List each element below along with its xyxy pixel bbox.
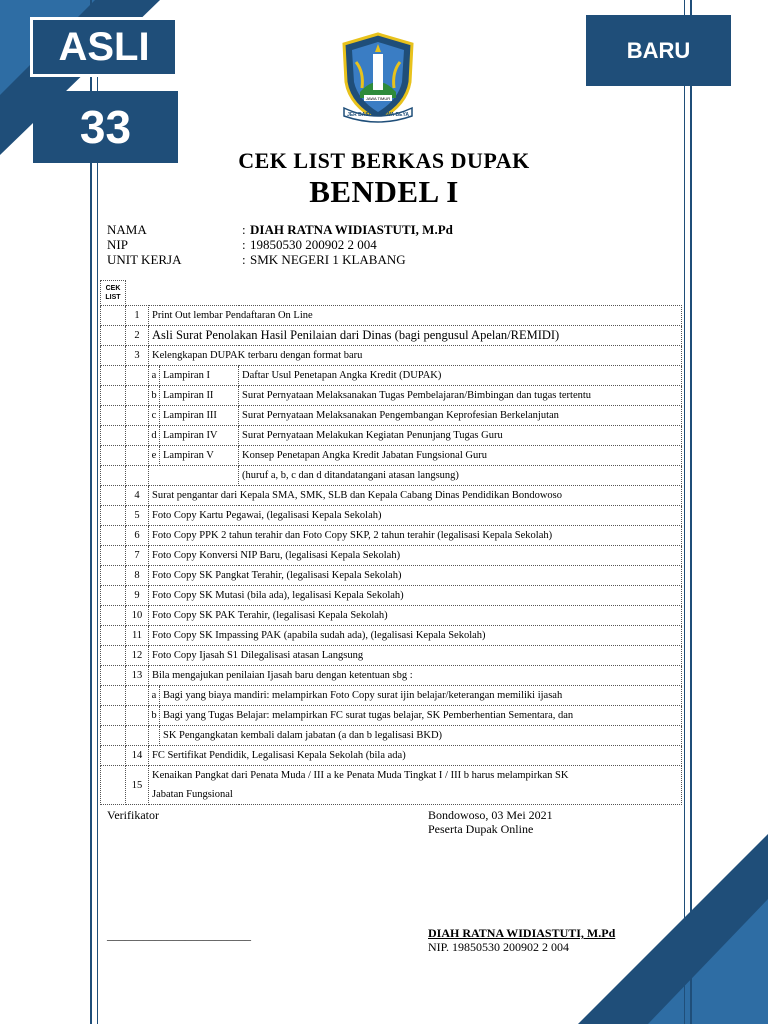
row-text: Bagi yang Tugas Belajar: melampirkan FC surat tugas belajar, SK Pemberhentian Sementara, dan bbox=[160, 706, 682, 726]
row-note: (huruf a, b, c dan d ditandatangani atasan langsung) bbox=[239, 466, 682, 486]
table-row bbox=[101, 606, 682, 626]
ceklist-header-line1: CEK bbox=[105, 285, 121, 292]
logo-ribbon-text: JER BASUKI MAWA BEYA bbox=[347, 112, 409, 118]
row-text-line2: Jabatan Fungsional bbox=[152, 789, 233, 800]
row-text: Foto Copy Ijasah S1 Dilegalisasi atasan Langsung bbox=[149, 646, 682, 666]
table-row bbox=[101, 446, 682, 466]
attachment-label: Lampiran I bbox=[160, 366, 239, 386]
row-number: 5 bbox=[126, 506, 149, 526]
row-text: Surat Pernyataan Melaksanakan Pengembangan Keprofesian Berkelanjutan bbox=[239, 406, 682, 426]
document-subtitle: BENDEL I bbox=[309, 174, 459, 209]
table-row bbox=[101, 726, 682, 746]
nama-label: NAMA bbox=[107, 222, 147, 237]
row-number: 8 bbox=[126, 566, 149, 586]
row-number: 9 bbox=[126, 586, 149, 606]
unit-separator: : bbox=[242, 252, 246, 267]
nama-value: DIAH RATNA WIDIASTUTI, M.Pd bbox=[250, 222, 453, 237]
row-number: 1 bbox=[126, 306, 149, 326]
row-text: Kelengkapan DUPAK terbaru dengan format baru bbox=[149, 346, 682, 366]
check-cell bbox=[101, 766, 126, 805]
sub-letter: a bbox=[149, 686, 160, 706]
check-cell bbox=[101, 746, 126, 766]
sub-letter: a bbox=[149, 366, 160, 386]
row-text: Foto Copy SK Pangkat Terahir, (legalisasi Kepala Sekolah) bbox=[149, 566, 682, 586]
nip-label: NIP bbox=[107, 237, 128, 252]
ceklist-header-cell bbox=[101, 281, 126, 306]
table-row bbox=[101, 526, 682, 546]
check-cell bbox=[101, 466, 126, 486]
row-number: 15 bbox=[126, 766, 149, 805]
row-text-line1: Kenaikan Pangkat dari Penata Muda / III a ke Penata Muda Tingkat I / III b harus melampirkan SK bbox=[152, 770, 569, 781]
check-cell bbox=[101, 366, 126, 386]
table-row bbox=[101, 486, 682, 506]
sub-letter: e bbox=[149, 446, 160, 466]
table-row bbox=[101, 566, 682, 586]
row-text: Surat Pernyataan Melakukan Kegiatan Penunjang Tugas Guru bbox=[239, 426, 682, 446]
table-row bbox=[101, 686, 682, 706]
row-number bbox=[126, 686, 149, 706]
row-number bbox=[126, 406, 149, 426]
row-text: Foto Copy SK PAK Terahir, (legalisasi Kepala Sekolah) bbox=[149, 606, 682, 626]
check-cell bbox=[101, 586, 126, 606]
attachment-label: Lampiran II bbox=[160, 386, 239, 406]
table-row bbox=[101, 706, 682, 726]
sub-letter: d bbox=[149, 426, 160, 446]
signer-name: DIAH RATNA WIDIASTUTI, M.Pd bbox=[428, 926, 616, 940]
table-row bbox=[101, 626, 682, 646]
table-row bbox=[101, 766, 682, 805]
check-cell bbox=[101, 486, 126, 506]
row-number bbox=[126, 706, 149, 726]
row-text: Surat pengantar dari Kepala SMA, SMK, SLB dan Kepala Cabang Dinas Pendidikan Bondowoso bbox=[149, 486, 682, 506]
verifikator-signature-line: ________________________ bbox=[107, 928, 251, 942]
row-text bbox=[149, 766, 682, 805]
row-text: Bila mengajukan penilaian Ijasah baru dengan ketentuan sbg : bbox=[149, 666, 682, 686]
row-number: 13 bbox=[126, 666, 149, 686]
row-text: Konsep Penetapan Angka Kredit Jabatan Fungsional Guru bbox=[239, 446, 682, 466]
row-text: Foto Copy SK Impassing PAK (apabila sudah ada), (legalisasi Kepala Sekolah) bbox=[149, 626, 682, 646]
check-cell bbox=[101, 506, 126, 526]
check-cell bbox=[101, 446, 126, 466]
row-number: 4 bbox=[126, 486, 149, 506]
check-cell bbox=[101, 386, 126, 406]
unit-label: UNIT KERJA bbox=[107, 252, 182, 267]
row-number: 12 bbox=[126, 646, 149, 666]
identity-nama bbox=[107, 222, 667, 238]
row-number bbox=[126, 446, 149, 466]
table-row bbox=[101, 326, 682, 346]
verifikator-label: Verifikator bbox=[107, 808, 159, 822]
check-cell bbox=[101, 426, 126, 446]
row-text: Foto Copy Konversi NIP Baru, (legalisasi Kepala Sekolah) bbox=[149, 546, 682, 566]
attachment-label: Lampiran III bbox=[160, 406, 239, 426]
table-row bbox=[101, 646, 682, 666]
row-number bbox=[126, 366, 149, 386]
sub-letter: c bbox=[149, 406, 160, 426]
row-number: 10 bbox=[126, 606, 149, 626]
sub-letter bbox=[149, 726, 160, 746]
row-text: Surat Pernyataan Melaksanakan Tugas Pembelajaran/Bimbingan dan tugas tertentu bbox=[239, 386, 682, 406]
check-cell bbox=[101, 706, 126, 726]
check-cell bbox=[101, 326, 126, 346]
row-text: Foto Copy SK Mutasi (bila ada), legalisasi Kepala Sekolah) bbox=[149, 586, 682, 606]
check-cell bbox=[101, 346, 126, 366]
row-number bbox=[126, 726, 149, 746]
row-text: FC Sertifikat Pendidik, Legalisasi Kepala Sekolah (bila ada) bbox=[149, 746, 682, 766]
sub-letter: b bbox=[149, 386, 160, 406]
nama-separator: : bbox=[242, 222, 246, 237]
asli-badge: ASLI bbox=[30, 17, 178, 77]
check-cell bbox=[101, 626, 126, 646]
nip-value: 19850530 200902 2 004 bbox=[250, 237, 377, 252]
row-number: 14 bbox=[126, 746, 149, 766]
check-cell bbox=[101, 546, 126, 566]
row-text: Bagi yang biaya mandiri: melampirkan Foto Copy surat ijin belajar/keterangan memiliki ijasah bbox=[160, 686, 682, 706]
row-text: Foto Copy PPK 2 tahun terahir dan Foto Copy SKP, 2 tahun terahir (legalisasi Kepala Sekolah) bbox=[149, 526, 682, 546]
row-number: 6 bbox=[126, 526, 149, 546]
note-spacer bbox=[149, 466, 239, 486]
check-cell bbox=[101, 606, 126, 626]
row-number: 2 bbox=[126, 326, 149, 346]
check-cell bbox=[101, 526, 126, 546]
row-text: Asli Surat Penolakan Hasil Penilaian dari Dinas (bagi pengusul Apelan/REMIDI) bbox=[149, 326, 682, 346]
row-text-continued: SK Pengangkatan kembali dalam jabatan (a dan b legalisasi BKD) bbox=[160, 726, 682, 746]
unit-value: SMK NEGERI 1 KLABANG bbox=[250, 252, 406, 267]
row-text: Daftar Usul Penetapan Angka Kredit (DUPAK) bbox=[239, 366, 682, 386]
east-java-crest-logo bbox=[338, 32, 418, 124]
row-number bbox=[126, 466, 149, 486]
check-cell bbox=[101, 726, 126, 746]
signer-role: Peserta Dupak Online bbox=[428, 822, 534, 836]
check-cell bbox=[101, 406, 126, 426]
ceklist-header-line2: LIST bbox=[105, 294, 121, 301]
table-row bbox=[101, 366, 682, 386]
checklist-table bbox=[100, 280, 682, 805]
row-text: Foto Copy Kartu Pegawai, (legalisasi Kepala Sekolah) bbox=[149, 506, 682, 526]
check-cell bbox=[101, 666, 126, 686]
row-text: Print Out lembar Pendaftaran On Line bbox=[149, 306, 682, 326]
bottom-right-decoration bbox=[568, 804, 768, 1024]
signer-nip: NIP. 19850530 200902 2 004 bbox=[428, 940, 570, 954]
check-cell bbox=[101, 686, 126, 706]
table-row bbox=[101, 666, 682, 686]
row-number bbox=[126, 386, 149, 406]
attachment-label: Lampiran IV bbox=[160, 426, 239, 446]
table-row bbox=[101, 306, 682, 326]
row-number: 11 bbox=[126, 626, 149, 646]
document-title: CEK LIST BERKAS DUPAK bbox=[238, 148, 530, 173]
table-header-row bbox=[101, 281, 682, 306]
nip-separator: : bbox=[242, 237, 246, 252]
row-number: 3 bbox=[126, 346, 149, 366]
identity-nip bbox=[107, 237, 667, 253]
table-row bbox=[101, 586, 682, 606]
row-number bbox=[126, 426, 149, 446]
table-row bbox=[101, 346, 682, 366]
baru-badge: BARU bbox=[586, 15, 731, 86]
check-cell bbox=[101, 566, 126, 586]
check-cell bbox=[101, 646, 126, 666]
number-badge: 33 bbox=[33, 91, 178, 163]
row-number: 7 bbox=[126, 546, 149, 566]
sub-letter: b bbox=[149, 706, 160, 726]
table-row bbox=[101, 746, 682, 766]
logo-banner-text: JAWA TIMUR bbox=[365, 96, 391, 101]
place-date: Bondowoso, 03 Mei 2021 bbox=[428, 808, 553, 822]
table-row bbox=[101, 406, 682, 426]
table-row bbox=[101, 426, 682, 446]
table-row bbox=[101, 386, 682, 406]
table-row bbox=[101, 466, 682, 486]
table-row bbox=[101, 506, 682, 526]
check-cell bbox=[101, 306, 126, 326]
identity-unit bbox=[107, 252, 667, 268]
attachment-label: Lampiran V bbox=[160, 446, 239, 466]
table-row bbox=[101, 546, 682, 566]
